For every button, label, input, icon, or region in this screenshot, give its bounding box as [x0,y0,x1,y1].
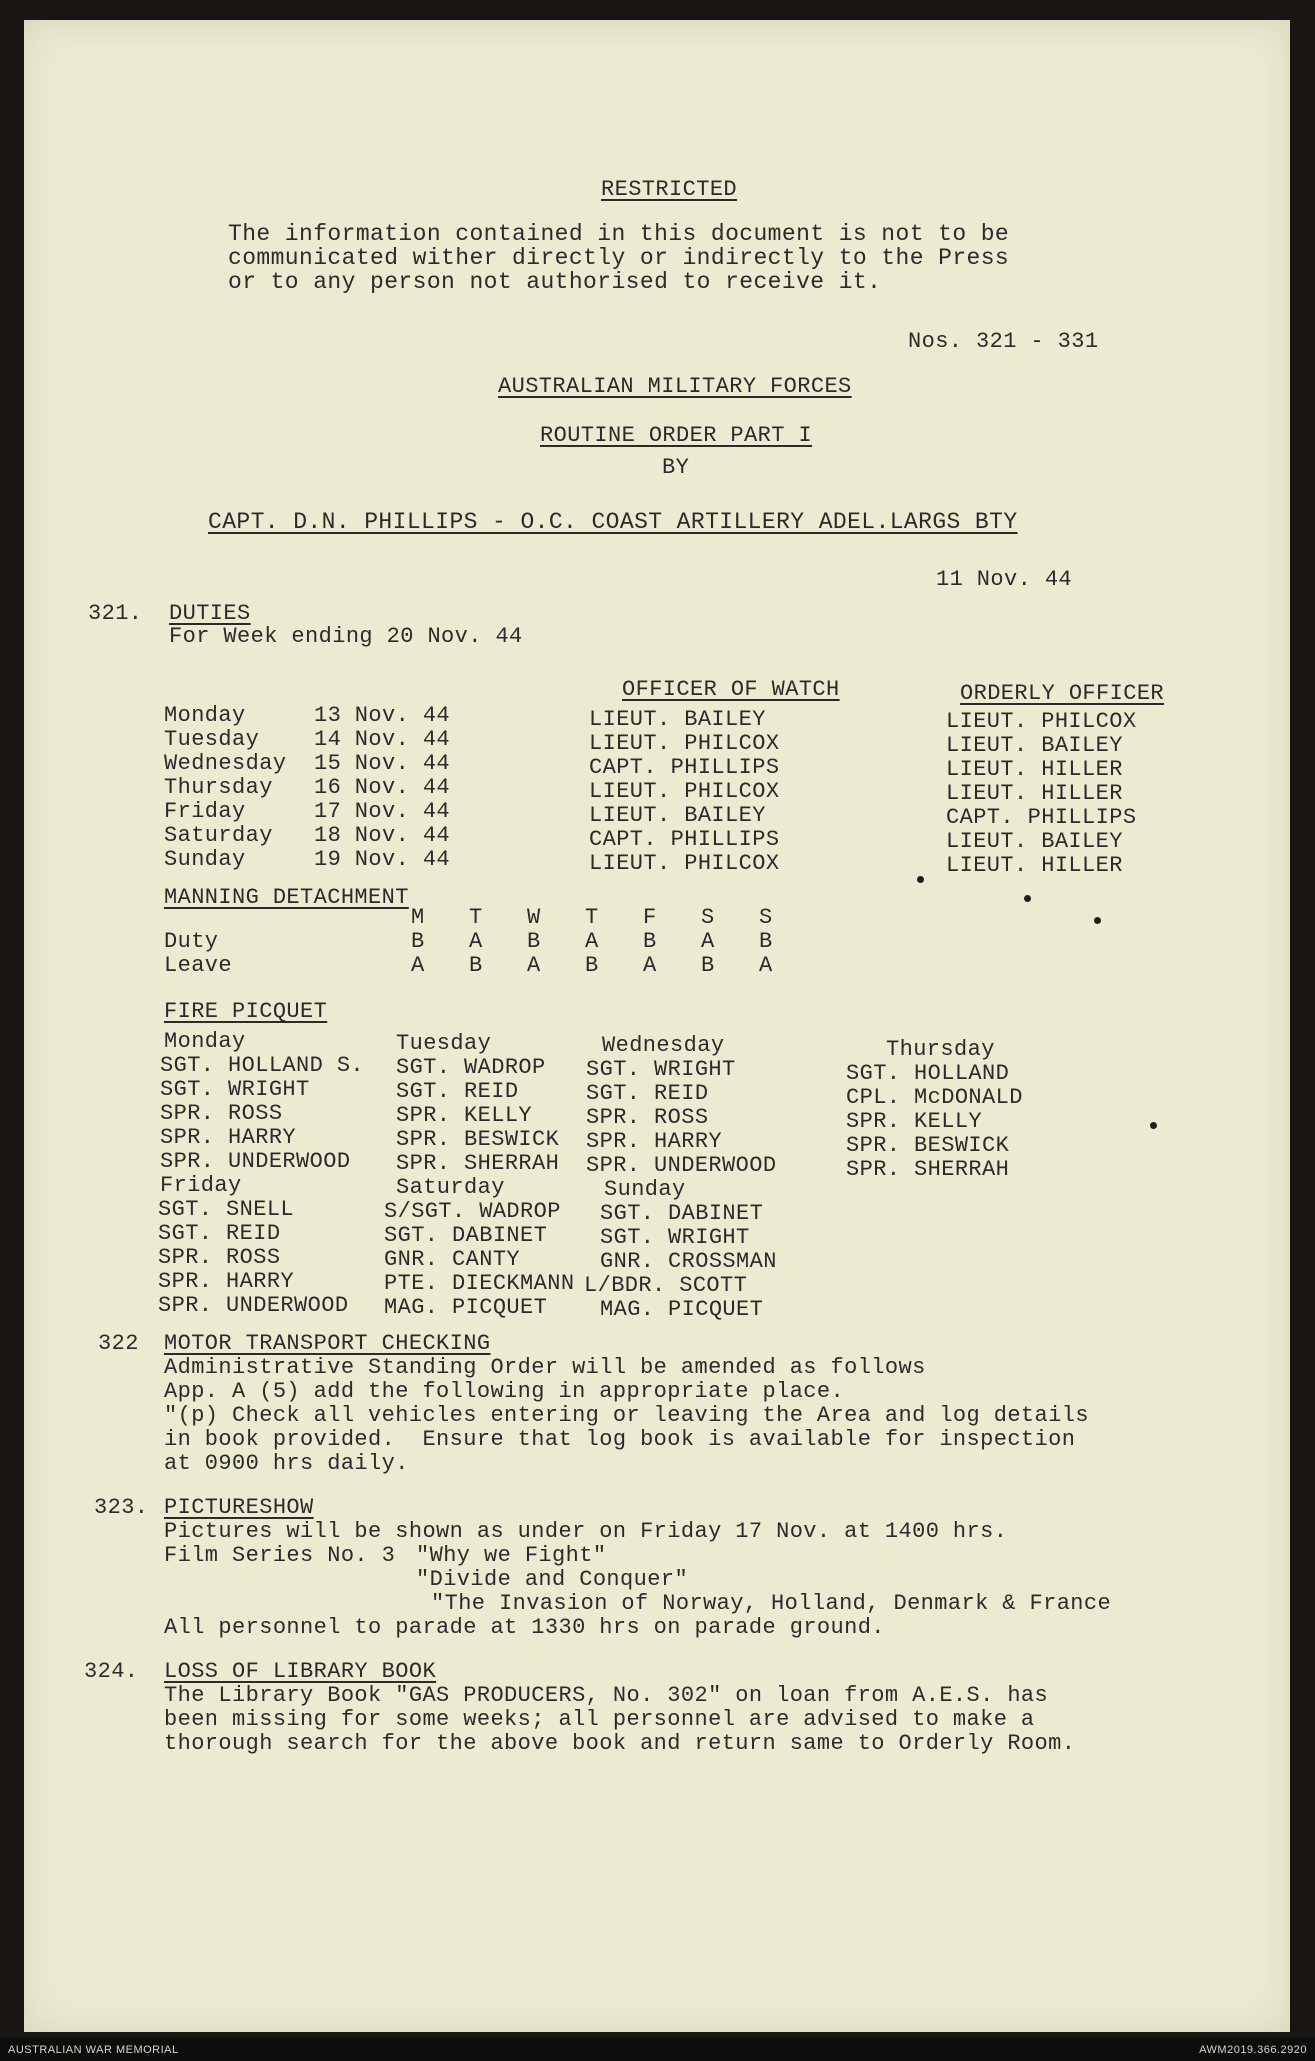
duty-watch: LIEUT. BAILEY [589,803,766,828]
picquet-name: SPR. SHERRAH [846,1157,1010,1182]
manning-leave-value: A [759,953,773,978]
picquet-name: SPR. UNDERWOOD [160,1149,351,1174]
picquet-name: L/BDR. SCOTT [584,1273,748,1298]
library-line: The Library Book "GAS PRODUCERS, No. 302" on loan from A.E.S. has [164,1683,1049,1708]
duty-date: 19 Nov. 44 [314,847,451,872]
manning-duty-label: Duty [164,929,219,954]
duty-orderly: LIEUT. BAILEY [946,733,1123,758]
footer-reference: AWM2019.366.2920 [1199,2044,1307,2056]
manning-leave-value: B [469,953,483,978]
picquet-name: SGT. REID [396,1079,519,1104]
picquet-name: SGT. REID [586,1081,709,1106]
manning-day: T [469,905,483,930]
picquet-name: SGT. REID [158,1221,281,1246]
picquet-name: CPL. McDONALD [846,1085,1023,1110]
manning-day: W [527,905,541,930]
picquet-day: Saturday [396,1175,505,1200]
motor-heading: MOTOR TRANSPORT CHECKING [164,1331,491,1356]
manning-leave-value: A [411,953,425,978]
manning-duty-value: B [759,929,773,954]
picquet-name: SPR. KELLY [396,1103,533,1128]
document-page [24,20,1290,2032]
picquet-name: SPR. HARRY [160,1125,297,1150]
section-number-321: 321. [88,601,143,626]
duty-day: Tuesday [164,727,260,752]
notice-line-3: or to any person not authorised to receive it. [228,269,882,295]
picquet-name: SGT. WRIGHT [160,1077,310,1102]
film-title: "The Invasion of Norway, Holland, Denmark & France [431,1591,1112,1616]
section-number-324: 324. [84,1659,139,1684]
picquet-name: SPR. BESWICK [846,1133,1010,1158]
pictureshow-line: Pictures will be shown as under on Friday 17 Nov. at 1400 hrs. [164,1519,1008,1544]
manning-duty-value: B [527,929,541,954]
manning-duty-value: A [585,929,599,954]
manning-duty-value: A [469,929,483,954]
duty-date: 14 Nov. 44 [314,727,451,752]
picquet-name: SGT. WRIGHT [600,1225,750,1250]
duty-date: 13 Nov. 44 [314,703,451,728]
motor-line: at 0900 hrs daily. [164,1451,409,1476]
library-heading: LOSS OF LIBRARY BOOK [164,1659,437,1684]
film-title: "Divide and Conquer" [416,1567,689,1592]
ink-speck [1094,917,1101,924]
manning-heading: MANNING DETACHMENT [164,885,409,910]
film-title: "Why we Fight" [416,1543,607,1568]
duty-day: Sunday [164,847,246,872]
manning-day: M [411,905,425,930]
ink-speck [917,876,924,883]
picquet-name: MAG. PICQUET [600,1297,764,1322]
section-number-322: 322 [98,1331,139,1356]
order-date: 11 Nov. 44 [936,567,1073,592]
ink-speck [1024,895,1031,902]
footer-source: AUSTRALIAN WAR MEMORIAL [8,2044,179,2056]
picquet-name: SPR. KELLY [846,1109,983,1134]
picquet-name: SPR. ROSS [158,1245,281,1270]
film-series-label: Film Series No. 3 [164,1543,396,1568]
duty-watch: LIEUT. BAILEY [589,707,766,732]
picquet-name: SGT. HOLLAND S. [160,1053,365,1078]
duty-day: Wednesday [164,751,287,776]
motor-line: App. A (5) add the following in appropriate place. [164,1379,845,1404]
fire-picquet-heading: FIRE PICQUET [164,999,328,1024]
duty-watch: LIEUT. PHILCOX [589,851,780,876]
pictureshow-line: All personnel to parade at 1330 hrs on parade ground. [164,1615,885,1640]
library-line: been missing for some weeks; all personnel are advised to make a [164,1707,1035,1732]
duty-date: 15 Nov. 44 [314,751,451,776]
manning-leave-value: B [585,953,599,978]
duty-orderly: LIEUT. HILLER [946,853,1123,878]
picquet-name: SPR. SHERRAH [396,1151,560,1176]
picquet-name: GNR. CANTY [384,1247,521,1272]
manning-day: T [585,905,599,930]
picquet-name: SPR. ROSS [160,1101,283,1126]
picquet-name: SPR. HARRY [586,1129,723,1154]
duty-orderly: LIEUT. HILLER [946,757,1123,782]
picquet-name: PTE. DIECKMANN [384,1271,575,1296]
picquet-name: SGT. DABINET [600,1201,764,1226]
order-numbers: Nos. 321 - 331 [908,329,1099,354]
picquet-name: SPR. UNDERWOOD [158,1293,349,1318]
orderly-officer-header: ORDERLY OFFICER [960,681,1165,706]
section-number-323: 323. [94,1495,149,1520]
picquet-name: GNR. CROSSMAN [600,1249,777,1274]
picquet-day: Sunday [604,1177,686,1202]
manning-duty-value: A [701,929,715,954]
manning-duty-value: B [643,929,657,954]
motor-line: Administrative Standing Order will be amended as follows [164,1355,926,1380]
picquet-name: SGT. DABINET [384,1223,548,1248]
picquet-name: SPR. BESWICK [396,1127,560,1152]
manning-leave-value: A [643,953,657,978]
manning-leave-value: A [527,953,541,978]
duty-date: 18 Nov. 44 [314,823,451,848]
duty-day: Monday [164,703,246,728]
picquet-day: Thursday [886,1037,995,1062]
manning-leave-value: B [701,953,715,978]
duty-watch: CAPT. PHILLIPS [589,755,780,780]
org-heading: AUSTRALIAN MILITARY FORCES [498,374,852,399]
duty-day: Saturday [164,823,273,848]
duty-date: 16 Nov. 44 [314,775,451,800]
library-line: thorough search for the above book and return same to Orderly Room. [164,1731,1076,1756]
manning-leave-label: Leave [164,953,233,978]
motor-line: "(p) Check all vehicles entering or leaving the Area and log details [164,1403,1089,1428]
picquet-name: S/SGT. WADROP [384,1199,561,1224]
duty-watch: LIEUT. PHILCOX [589,779,780,804]
duty-orderly: LIEUT. HILLER [946,781,1123,806]
picquet-name: SPR. HARRY [158,1269,295,1294]
manning-day: S [759,905,773,930]
officer-of-watch-header: OFFICER OF WATCH [622,677,840,702]
duty-watch: LIEUT. PHILCOX [589,731,780,756]
pictureshow-heading: PICTURESHOW [164,1495,314,1520]
picquet-day: Wednesday [602,1033,725,1058]
duty-date: 17 Nov. 44 [314,799,451,824]
picquet-name: SPR. UNDERWOOD [586,1153,777,1178]
manning-duty-value: B [411,929,425,954]
picquet-name: SGT. SNELL [158,1197,295,1222]
order-title: ROUTINE ORDER PART I [540,423,813,448]
picquet-day: Friday [160,1173,242,1198]
picquet-name: MAG. PICQUET [384,1295,548,1320]
duties-heading: DUTIES [169,601,251,626]
picquet-name: SGT. HOLLAND [846,1061,1010,1086]
notice-line-1: The information contained in this document is not to be [228,221,1010,247]
duties-subheading: For Week ending 20 Nov. 44 [169,624,523,649]
ink-speck [1150,1122,1157,1129]
duty-day: Friday [164,799,246,824]
picquet-name: SGT. WADROP [396,1055,546,1080]
restricted-heading: RESTRICTED [601,177,738,202]
motor-line: in book provided. Ensure that log book is available for inspection [164,1427,1076,1452]
picquet-name: SGT. WRIGHT [586,1057,736,1082]
manning-day: F [643,905,657,930]
notice-line-2: communicated wither directly or indirectly to the Press [228,245,1010,271]
picquet-day: Monday [164,1029,246,1054]
duty-watch: CAPT. PHILLIPS [589,827,780,852]
duty-orderly: LIEUT. BAILEY [946,829,1123,854]
manning-day: S [701,905,715,930]
picquet-day: Tuesday [396,1031,492,1056]
picquet-name: SPR. ROSS [586,1105,709,1130]
duty-orderly: LIEUT. PHILCOX [946,709,1137,734]
duty-orderly: CAPT. PHILLIPS [946,805,1137,830]
duty-day: Thursday [164,775,273,800]
by-label: BY [662,455,690,480]
commander-line: CAPT. D.N. PHILLIPS - O.C. COAST ARTILLERY ADEL.LARGS BTY [208,509,1018,535]
archive-footer [0,2038,1315,2061]
